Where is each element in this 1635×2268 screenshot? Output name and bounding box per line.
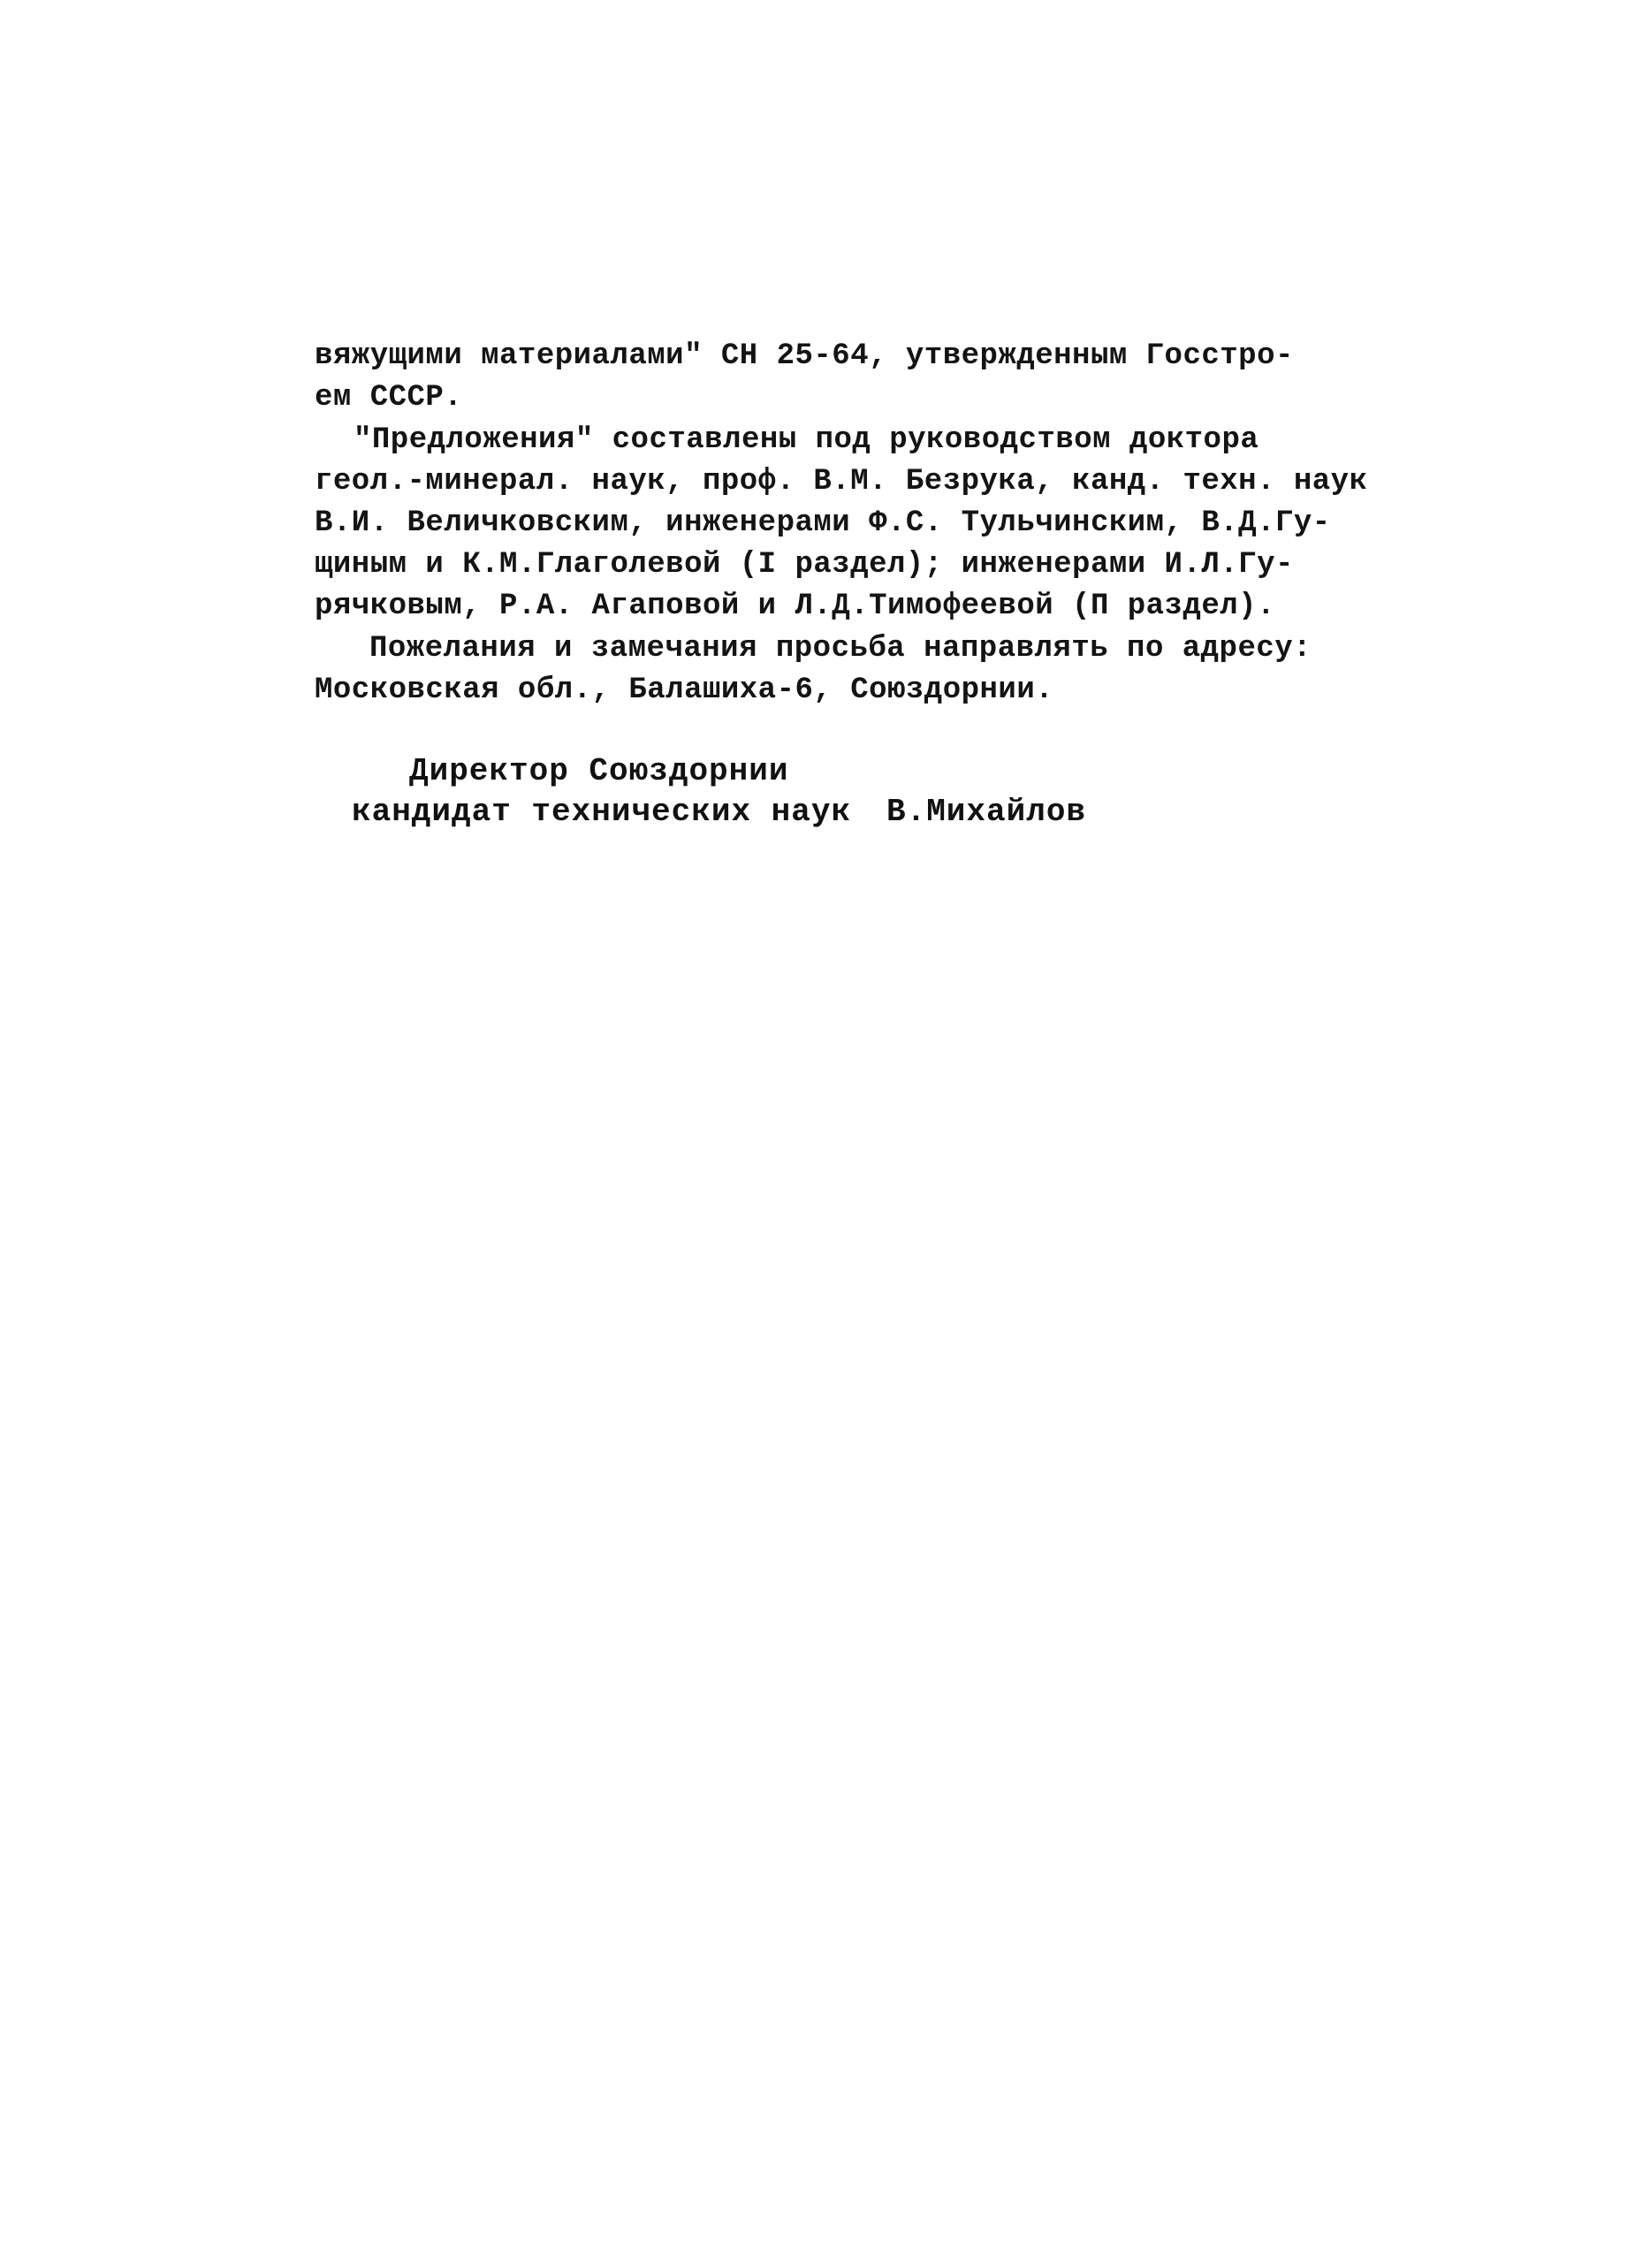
paragraph-line: Пожелания и замечания просьба направлять по адресу: xyxy=(369,632,1312,666)
paragraph-line: "Предложения" составлены под руководством доктора xyxy=(354,423,1259,457)
paragraph-line: Московская обл., Балашиха-6, Союздорнии. xyxy=(315,674,1054,707)
paragraph-line: вяжущими материалами" СН 25-64, утвержденным Госстро- xyxy=(315,339,1294,373)
paragraph-line: рячковым, Р.А. Агаповой и Л.Д.Тимофеевой (П раздел). xyxy=(315,590,1275,623)
paragraph-line: геол.-минерал. наук, проф. В.М. Безрука, канд. техн. наук xyxy=(315,465,1368,499)
paragraph-line: В.И. Величковским, инженерами Ф.С. Тульчинским, В.Д.Гу- xyxy=(315,506,1331,540)
paragraph-line: ем СССР. xyxy=(315,381,463,415)
signature-name: В.Михайлов xyxy=(886,794,1087,830)
signature-position: Директор Союздорнии xyxy=(409,753,789,789)
signature-title: кандидат технических наук xyxy=(352,794,852,830)
paragraph-line: щиным и К.М.Глаголевой (I раздел); инженерами И.Л.Гу- xyxy=(315,548,1294,582)
